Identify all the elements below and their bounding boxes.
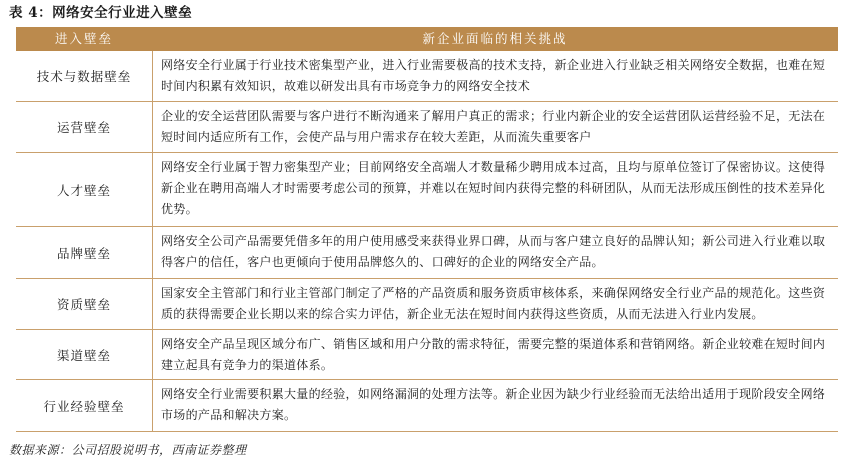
- barrier-cell: 品牌壁垒: [56, 245, 111, 261]
- barrier-cell: 行业经验壁垒: [43, 398, 125, 414]
- challenge-cell: 企业的安全运营团队需要与客户进行不断沟通来了解用户真正的需求；行业内新企业的安全运营团队运营经验不足，无法在短时间内适应所有工作，会使产品与用户需求存在较大差距，从而流失重要客户: [152, 102, 838, 152]
- table-header: [16, 27, 838, 51]
- barrier-cell: 资质壁垒: [56, 297, 111, 312]
- challenge-cell: 网络安全行业属于行业技术密集型产业，进入行业需要极高的技术支持，新企业进入行业缺乏相关网络安全数据，也难在短时间内积累有效知识，故难以研发出具有市场竞争力的网络安全技术: [152, 51, 838, 101]
- barrier-cell: 运营壁垒: [56, 120, 111, 135]
- table-row: [16, 153, 838, 227]
- table-row: [16, 380, 838, 432]
- table-row: [16, 279, 838, 330]
- header-barrier: 进入壁垒: [54, 31, 113, 46]
- challenge-cell: 国家安全主管部门和行业主管部门制定了严格的产品资质和服务资质审核体系，来确保网络安全行业产品的规范化。这些资质的获得需要企业长期以来的综合实力评估，新企业无法在短时间内获得这些资质，从而无法进入行业内发展。: [152, 279, 838, 329]
- challenge-cell: 网络安全行业属于智力密集型产业；目前网络安全高端人才数量稀少聘用成本过高，且均与原单位签订了保密协议。这使得新企业在聘用高端人才时需要考虑公司的预算，并难以在短时间内获得完整的科研团队，从而无法形成压倒性的技术差异化优势。: [152, 153, 838, 226]
- barrier-cell: 人才壁垒: [56, 182, 111, 198]
- source-note: 数据来源：公司招股说明书，西南证券整理: [9, 443, 247, 457]
- table-title: 表 4：网络安全行业进入壁垒: [9, 5, 193, 21]
- table-row: [16, 227, 838, 279]
- challenge-cell: 网络安全公司产品需要凭借多年的用户使用感受来获得业界口碑，从而与客户建立良好的品牌认知；新公司进入行业难以取得客户的信任，客户也更倾向于使用品牌悠久的、口碑好的企业的网络安全产品。: [152, 227, 838, 278]
- table-row: [16, 51, 838, 102]
- barrier-cell: 技术与数据壁垒: [36, 69, 132, 84]
- challenge-cell: 网络安全行业需要积累大量的经验，如网络漏洞的处理方法等。新企业因为缺少行业经验而无法给出适用于现阶段安全网络市场的产品和解决方案。: [152, 380, 838, 431]
- header-challenge: 新企业面临的相关挑战: [422, 31, 568, 46]
- barrier-cell: 渠道壁垒: [56, 347, 111, 363]
- table-row: [16, 102, 838, 153]
- challenge-cell: 网络安全产品呈现区域分布广、销售区域和用户分散的需求特征，需要完整的渠道体系和营销网络。新企业较难在短时间内建立起具有竞争力的渠道体系。: [152, 330, 838, 379]
- table-row: [16, 330, 838, 380]
- barriers-table: [16, 27, 838, 432]
